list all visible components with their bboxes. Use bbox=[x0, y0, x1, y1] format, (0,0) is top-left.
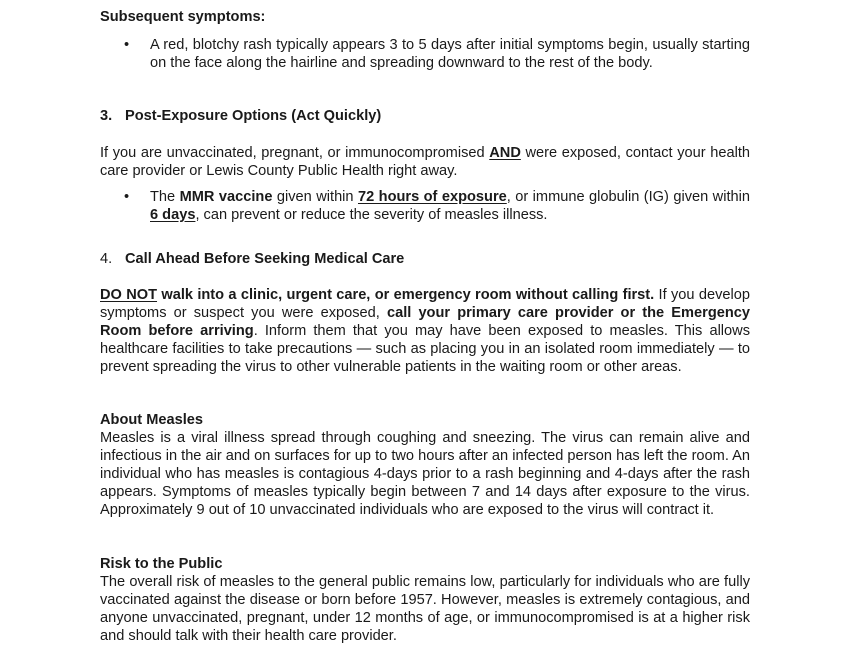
call-ahead-bold-b: call your primary care provider or the Emergency Room before arriving bbox=[100, 305, 750, 339]
and-emphasis: AND bbox=[489, 145, 521, 161]
call-ahead-text-a: If you develop symptoms or suspect you were exposed, bbox=[100, 287, 750, 321]
risk-body: The overall risk of measles to the general public remains low, particularly for individuals who are fully vaccinated against the disease or born before 1957. However, measles is extremely contagious, and anyone unvaccinated, pregnant, under 12 months of age, or immunocompromised is at a higher risk and should talk with their health care provider. bbox=[100, 574, 750, 644]
mmr-vaccine-emphasis: MMR vaccine bbox=[179, 189, 273, 205]
about-measles-body: Measles is a viral illness spread through coughing and sneezing. The virus can remain alive and infectious in the air and on surfaces for up to two hours after an infected person has left the room. An individual who has measles is contagious 4-days prior to a rash beginning and 4-days after the rash appears. Symptoms of measles typically begin between 7 and 14 days after exposure to the virus. Approximately 9 out of 10 unvaccinated individuals who are exposed to the virus will contract it. bbox=[100, 430, 750, 518]
section-3-title: Post-Exposure Options (Act Quickly) bbox=[125, 108, 382, 124]
post-exposure-paragraph bbox=[100, 144, 750, 180]
post-exposure-text-a: If you are unvaccinated, pregnant, or immunocompromised bbox=[100, 145, 490, 161]
about-measles-heading: About Measles bbox=[100, 412, 203, 428]
post-exposure-text-b: were exposed, contact your health care provider or Lewis County Public Health right away. bbox=[100, 145, 750, 179]
section-3-number: 3. bbox=[100, 108, 113, 124]
section-4-number: 4. bbox=[100, 251, 113, 267]
mmr-text-c: , or immune globulin (IG) given within bbox=[506, 189, 750, 205]
do-not-emphasis: DO NOT bbox=[100, 287, 158, 303]
call-ahead-paragraph bbox=[100, 286, 750, 376]
bullet-marker: • bbox=[124, 189, 130, 205]
rash-bullet-text: A red, blotchy rash typically appears 3 to 5 days after initial symptoms begin, usually starting on the face along the hairline and spreading downward to the rest of the body. bbox=[150, 37, 750, 71]
bullet-marker: • bbox=[124, 37, 130, 53]
risk-heading: Risk to the Public bbox=[100, 556, 223, 572]
mmr-text-a: The bbox=[150, 189, 180, 205]
mmr-text-b: given within bbox=[272, 189, 358, 205]
6-days-emphasis: 6 days bbox=[150, 207, 196, 223]
subsequent-symptoms-heading: Subsequent symptoms: bbox=[100, 9, 266, 25]
call-ahead-bold-a: walk into a clinic, urgent care, or emergency room without calling first. bbox=[157, 287, 655, 303]
mmr-bullet-text bbox=[150, 188, 750, 224]
call-ahead-text-b: . Inform them that you may have been exposed to measles. This allows healthcare facilities to take precautions — such as placing you in an isolated room immediately — to prevent spreading the virus to other vulnerable patients in the waiting room or other areas. bbox=[100, 323, 750, 375]
section-4-title: Call Ahead Before Seeking Medical Care bbox=[125, 251, 405, 267]
72-hours-emphasis: 72 hours of exposure bbox=[357, 189, 507, 205]
mmr-text-d: , can prevent or reduce the severity of measles illness. bbox=[195, 207, 548, 223]
